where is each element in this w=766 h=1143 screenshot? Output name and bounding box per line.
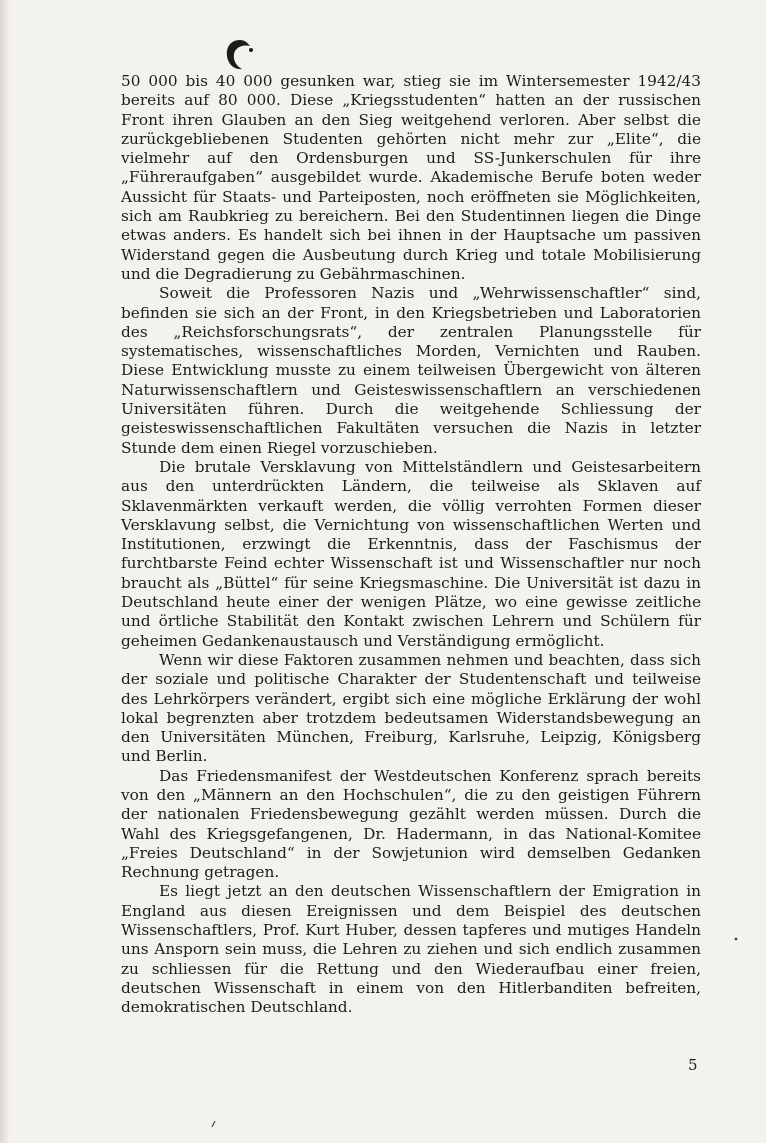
paragraph-5: Das Friedensmanifest der Westdeutschen Konferenz sprach bereits von den „Männern an den Hochschulen“, die zu den geistigen Führern der nationalen Friedensbewegung gezählt werden müssen. Durch die Wahl des Kriegsgefangenen, Dr. Hadermann, in das National-Komitee „Freies Deutschland“ in der Sowjetunion wird demselben Gedanken Rechnung getragen.: [121, 766, 701, 882]
body-text: [121, 72, 701, 1018]
speck-mark: [210, 1120, 218, 1128]
page-number: 5: [688, 1056, 698, 1074]
paragraph-6: Es liegt jetzt an den deutschen Wissenschaftlern der Emigration in England aus diesen Ereignissen und dem Beispiel des deutschen Wissenschaftlers, Prof. Kurt Huber, dessen tapferes und mutiges Handeln uns Ansporn sein muss, die Lehren zu ziehen und sich endlich zusammen zu schliessen für die Rettung und den Wiederaufbau einer freien, deutschen Wissenschaft in einem von den Hitlerbanditen befreiten, demokratischen Deutschland.: [121, 882, 701, 1017]
paragraph-1: 50 000 bis 40 000 gesunken war, stieg sie im Wintersemester 1942/43 bereits auf 80 000. Diese „Kriegsstudenten“ hatten an der russischen Front ihren Glauben an den Sieg weitgehend verloren. Aber selbst die zurückgebliebenen Studenten gehörten nicht mehr zur „Elite“, die vielmehr auf den Ordensburgen und SS-Junkerschulen für ihre „Führeraufgaben“ ausgebildet wurde. Akademische Berufe boten weder Aussicht für Staats- und Parteiposten, noch eröffneten sie Möglichkeiten, sich am Raubkrieg zu bereichern. Bei den Studentinnen liegen die Dinge etwas anders. Es handelt sich bei ihnen in der Hauptsache um passiven Widerstand gegen die Ausbeutung durch Krieg und totale Mobilisierung und die Degradierung zu Gebährmaschinen.: [121, 72, 701, 283]
paragraph-3: Die brutale Versklavung von Mittelständlern und Geistesarbeitern aus den unterdrückten Ländern, die teilweise als Sklaven auf Sklavenmärkten verkauft werden, die völlig verrohten Formen dieser Versklavung selbst, die Vernichtung von wissenschaftlichen Werten und Institutionen, erzwingt die Erkenntnis, dass der Faschismus der furchtbarste Feind echter Wissenschaft ist und Wissenschaftler nur noch braucht als „Büttel“ für seine Kriegsmaschine. Die Universität ist dazu in Deutschland heute einer der wenigen Plätze, wo eine gewisse zeitliche und örtliche Stabilität den Kontakt zwischen Lehrern und Schülern für geheimen Gedankenaustausch und Verständigung ermöglicht.: [121, 457, 701, 650]
ink-blot-mark: [220, 36, 260, 76]
paragraph-4: Wenn wir diese Faktoren zusammen nehmen und beachten, dass sich der soziale und politische Charakter der Studentenschaft und teilweise des Lehrkörpers verändert, ergibt sich eine mögliche Erklärung der wohl lokal begrenzten aber trotzdem bedeutsamen Widerstandsbewegung an den Universitäten München, Freiburg, Karlsruhe, Leipzig, Königsberg und Berlin.: [121, 650, 701, 766]
speck-mark: [733, 936, 739, 942]
scan-edge-shadow: [0, 0, 10, 1143]
paragraph-2: Soweit die Professoren Nazis und „Wehrwissenschaftler“ sind, befinden sie sich an der Front, in den Kriegsbetrieben und Laboratorien des „Reichsforschungsrats“, der zentralen Planungsstelle für systematisches, wissenschaftliches Morden, Vernichten und Rauben. Diese Entwicklung musste zu einem teilweisen Übergewicht von älteren Naturwissenschaftlern und Geisteswissenschaftlern an verschiedenen Universitäten führen. Durch die weitgehende Schliessung der geisteswissenschaftlichen Fakultäten versuchen die Nazis in letzter Stunde dem einen Riegel vorzuschieben.: [121, 284, 701, 457]
